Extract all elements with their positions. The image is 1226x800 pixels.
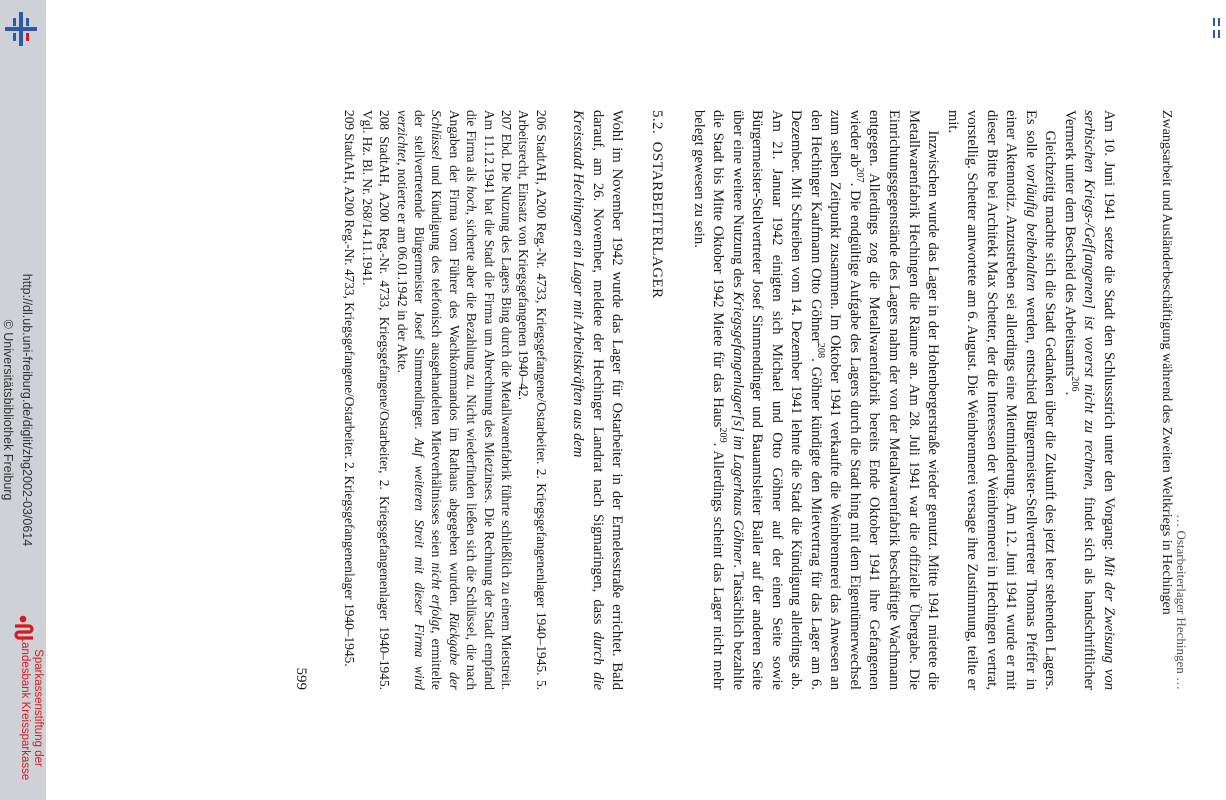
- sponsor-line-2: Landesbank Kreissparkasse: [19, 635, 31, 781]
- footnote: 209 StadtAH, A200 Reg.-Nr. 4733, Kriegsgefangene/Ostarbeiter. 2. Kriegsgefangenenlager 1940–1945.: [342, 110, 358, 667]
- body-paragraph: Am 10. Juni 1941 setzte die Stadt den Schlussstrich unter den Vorgang: Mit der Zweisung von serbischen Kriegs-/Gef[angenen] ist vorerst nicht zu rechnen, findet sich als handschriftlicher Vermerk unter dem Bescheid des Arbeitsamts$^{206}$.: [1061, 110, 1117, 691]
- section-paragraph: [568, 110, 627, 690]
- copyright-notice: © Universitätsbibliothek Freiburg: [1, 319, 15, 501]
- body-paragraphs: [688, 110, 1118, 690]
- body-paragraph: Gleichzeitig machte sich die Stadt Gedanken über die Zukunft des jetzt leer stehenden Lagers. Es solle vorläufig beibehalten werden, entschied Bürgermeister-Stellvertreter Thomas Pfeffer in einer Aktennotiz. Anzustreben sei allerdings eine Mietminderung. Am 12. Juni 1941 wurde er mit dieser Bitte bei Architekt Max Schetter, der die Interessen der Weinbrennerei in Hechingen vertrat, vorstellig. Schetter antwortete am 6. August. Die Weinbrennerei versage ihre Zustimmung, teilte er mit.: [944, 110, 1059, 690]
- body-paragraph: Inzwischen wurde das Lager in der Hohenbergerstraße wieder genutzt. Mitte 1941 mietete die Metallwarenfabrik Hechingen die Räume an. Am 28. Juli 1941 war die offizielle Übergabe. Die Einrichtungsgegenstände des Lagers nahm der von der Metallwarenfabrik beschäftigte Wachmann entgegen. Allerdings zog die Metallwarenfabrik bereits Ende Oktober 1941 ihre Gefangenen wieder $ab^{207}$. Die endgültige Aufgabe des Lagers durch die Stadt hing mit dem Eigentümerwechsel zum selben Zeitpunkt zusammen. Im Oktober 1941 verkaufte die Weinbrennerei das Anwesen an den Hechinger Kaufmann Otto Göhner$^{208}$. Göhner kündigte den Mietvertrag für das Lager am 6. Dezember. Mit Schreiben vom 14. Dezember 1941 lehnte die Stadt die Kündigung allerdings ab. Am 21. Januar 1942 einigten sich Michael und Otto Göhner auf der einen Seite sowie Bürgermeister-Stellvertreter Josef Simmendinger und Bauamtsleiter Bailer auf der anderen Seite über eine weitere Nutzung des Kriegsgefangenlager[s] im Lagerhaus Göhner. Tatsächlich bezahlte die Stadt bis Mitte Oktober 1942 Miete für das Haus$^{209}$. Allerdings scheint das Lager nicht mehr belegt gewesen zu sein.: [690, 110, 942, 691]
- section-heading: [646, 110, 666, 690]
- running-header: Zwangsarbeit und Ausländerbeschäftigung während des Zweiten Weltkriegs in Hechingen: [1159, 110, 1174, 615]
- footnotes: [341, 110, 550, 690]
- university-library-logo-icon: [5, 12, 37, 46]
- sponsor-line-1: Sparkassenstiftung der: [32, 649, 44, 767]
- document-url[interactable]: http://dl.ub.uni-freiburg.de/diglit/zhg2002-03/0614: [20, 273, 34, 547]
- footnote: 208 StadtAH, A200 Reg.-Nr. 4733, Kriegsgefangene/Ostarbeiter, 2. Kriegsgefangenenlager 1940–1945. Vgl. Hz. Bl. Nr. 268/14.11.1941.: [359, 110, 393, 690]
- edge-marks-icon: [1212, 18, 1222, 38]
- viewer-side-band: [0, 0, 46, 800]
- section-title: OSTARBEITERLAGER: [648, 141, 665, 299]
- footnote: 206 StadtAH, A200 Reg.-Nr. 4733, Kriegsgefangene/Ostarbeiter. 2. Kriegsgefangenenlager 1940–1945. 5. Arbeitsrecht, Einsatz von Kriegsgefangenen 1940–42.: [516, 110, 549, 690]
- scanned-book-page: [96, 40, 1189, 760]
- footnote: 207 Ebd. Die Nutzung des Lagers Bing durch die Metallwarenfabrik führte schließlich zu einem Mietstreit. Am 11.12.1941 bat die Stadt die Firma um Abrechnung des Mietzinses. Die Rechnung der Stadt empfand die Firma als hoch, sicherte aber die Bezahlung zu. Nicht wiederfinden ließen sich die Schlüssel, die nach Angaben der Firma vom Führer des Wachkommandos im Rathaus abgegeben wurden. Rückgabe der Schlüssel und Kündigung des telefonisch ausgehandelten Mietverhältnisses seien nicht erfolgt, ermittelte der stellvertretende Bürgermeister Josef Simmendinger. Auf weiteren Streit mit dieser Firma wird verzichtet, notierte er am 06.01.1942 in der Akte.: [394, 110, 514, 691]
- section-number: 5.2.: [648, 110, 665, 135]
- section-body-paragraph: Wohl im November 1942 wurde das Lager für Ostarbeiter in der Ermelesstraße errichtet. Bald darauf, am 26. November, meldete der Hechinger Landrat nach Sigmaringen, dass durch die Kreisstadt Hechingen ein Lager mit Arbeitskräften aus dem: [570, 110, 626, 691]
- page-number: 599: [293, 667, 309, 690]
- previous-header-fragment: … Ostarbeiterlager Hechingen …: [1174, 514, 1189, 690]
- page-body: [341, 110, 1118, 690]
